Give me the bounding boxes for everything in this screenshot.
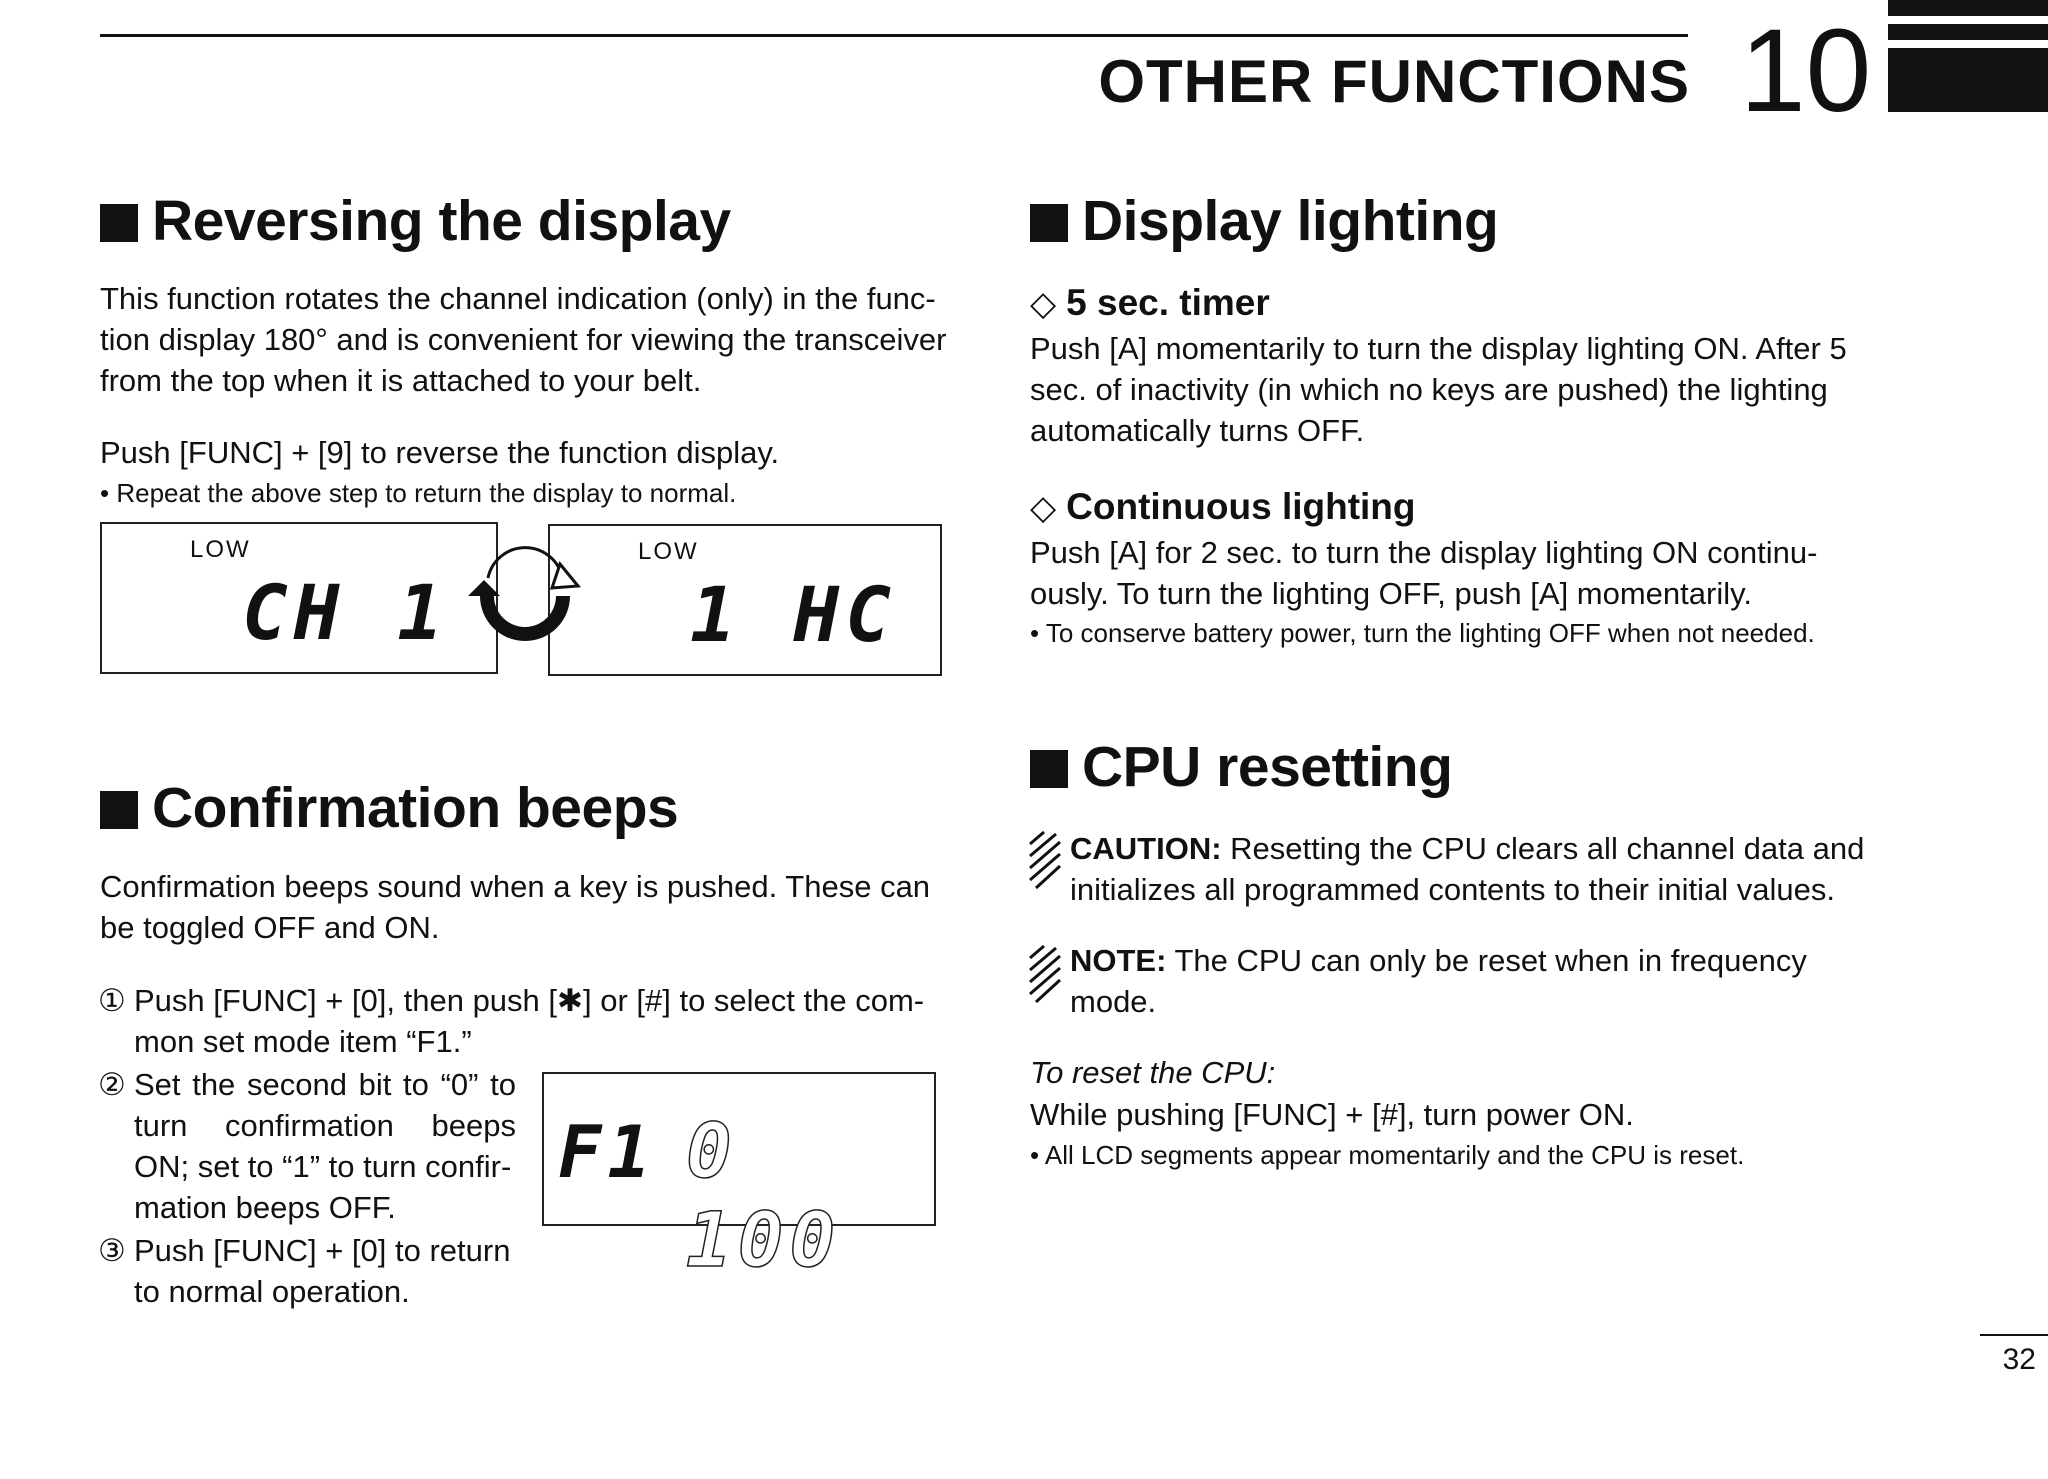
- beeps-intro: Confirmation beeps sound when a key is pushed. These can be toggled OFF and ON.: [100, 869, 931, 945]
- lcd-bits-value: 0 100: [686, 1106, 842, 1284]
- subheading-continuous: ◇ Continuous lighting: [1030, 484, 1416, 531]
- heading-square-icon: [1030, 750, 1068, 788]
- chapter-tab-marker: [1888, 0, 2048, 112]
- reset-bullet: • All LCD segments appear momentarily and the CPU is reset.: [1030, 1140, 1745, 1170]
- section-heading-cpu: CPU resetting: [1030, 732, 1452, 802]
- lcd-reversed-display: [548, 524, 942, 676]
- caution-hatch-icon: [1026, 830, 1066, 892]
- section-heading-reversing: Reversing the display: [100, 186, 731, 256]
- reversing-intro: This function rotates the channel indication (only) in the func- tion display 180° and is convenient for viewing the transceiver from the top when it is attached to your belt.: [100, 281, 947, 398]
- step-1-number: ①: [98, 983, 126, 1018]
- step-3-number: ③: [98, 1233, 126, 1268]
- heading-square-icon: [1030, 204, 1068, 242]
- reset-text: While pushing [FUNC] + [#], turn power ON.: [1030, 1097, 1634, 1132]
- lcd-item-label: F1: [558, 1110, 657, 1194]
- header-rule: [100, 34, 1688, 37]
- lcd-normal-display: [100, 522, 498, 674]
- lcd-set-mode-display: [542, 1072, 936, 1284]
- lcd-low-indicator: LOW: [190, 536, 251, 563]
- caution-label: CAUTION:: [1070, 831, 1222, 866]
- lcd-channel-text: CH 1: [242, 568, 450, 657]
- note-hatch-icon: [1026, 944, 1066, 1006]
- chapter-number: 10: [1740, 5, 1872, 137]
- reversing-instruction: Push [FUNC] + [9] to reverse the function display.: [100, 435, 780, 470]
- continuous-bullet: • To conserve battery power, turn the lighting OFF when not needed.: [1030, 618, 1815, 648]
- diamond-icon: ◇: [1030, 489, 1057, 527]
- lcd-channel-text: 1 HC: [690, 570, 898, 659]
- step-2-number: ②: [98, 1067, 126, 1102]
- step-1-text: Push [FUNC] + [0], then push [✱] or [#] to select the com- mon set mode item “F1.”: [134, 983, 925, 1059]
- page-number: 32: [2002, 1343, 2036, 1376]
- section-heading-beeps: Confirmation beeps: [100, 773, 678, 843]
- page-number-rule: [1980, 1334, 2048, 1336]
- heading-square-icon: [100, 791, 138, 829]
- section-heading-lighting: Display lighting: [1030, 186, 1498, 256]
- timer-text: Push [A] momentarily to turn the display lighting ON. After 5 sec. of inactivity (in which no keys are pushed) the lighting automatically turns OFF.: [1030, 331, 1847, 448]
- rotate-arrow-icon: [460, 530, 590, 660]
- note-text: NOTE: The CPU can only be reset when in frequency mode.: [1070, 943, 1807, 1019]
- lcd-low-indicator: LOW: [638, 538, 699, 565]
- subheading-timer: ◇ 5 sec. timer: [1030, 280, 1270, 327]
- reversing-bullet: • Repeat the above step to return the display to normal.: [100, 478, 737, 508]
- chapter-title: OTHER FUNCTIONS: [1098, 48, 1690, 115]
- step-2-text: Set the second bit to “0” to turn confirmation beeps ON; set to “1” to turn confir- mation beeps OFF.: [134, 1067, 516, 1225]
- diamond-icon: ◇: [1030, 285, 1057, 323]
- heading-square-icon: [100, 204, 138, 242]
- caution-text: CAUTION: Resetting the CPU clears all channel data and initializes all programmed contents to their initial values.: [1070, 831, 1865, 907]
- step-3-text: Push [FUNC] + [0] to return to normal operation.: [134, 1233, 511, 1309]
- continuous-text: Push [A] for 2 sec. to turn the display lighting ON continu- ously. To turn the lighting OFF, push [A] momentarily.: [1030, 535, 1818, 611]
- reset-heading: To reset the CPU:: [1030, 1055, 1276, 1090]
- note-label: NOTE:: [1070, 943, 1167, 978]
